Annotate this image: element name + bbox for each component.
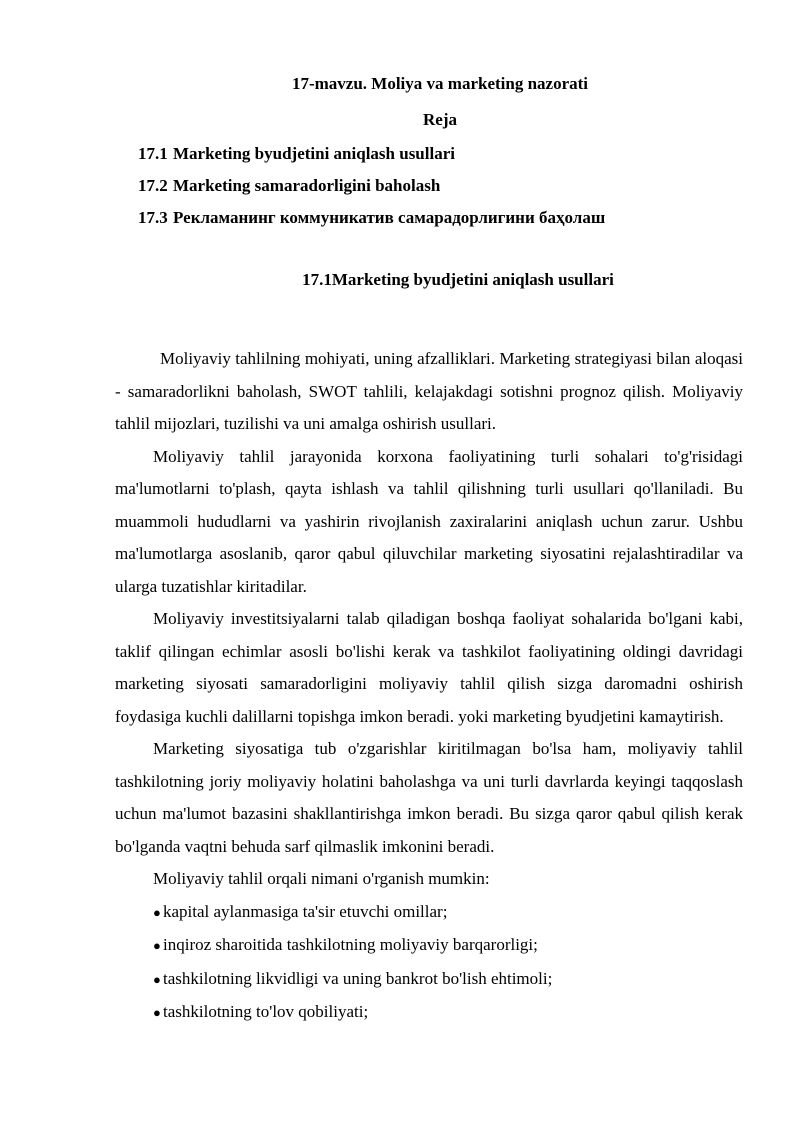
bullet-item (153, 996, 743, 1030)
body-paragraph: Moliyaviy investitsiyalarni talab qiladigan boshqa faoliyat sohalarida bo'lgani kabi, taklif qilingan echimlar asosli bo'lishi kerak va tashkilot faoliyatining oldingi davridagi marketing siyosati samaradorligini moliyaviy tahlil qilish sizga daromadni oshirish foydasiga kuchli dalillarni topishga imkon beradi. yoki marketing byudjetini kamaytirish. (115, 609, 743, 726)
plan-item-text: Marketing samaradorligini baholash (173, 176, 441, 195)
plan-heading: Reja (423, 110, 457, 129)
bullet-item (153, 896, 743, 930)
plan-item (138, 174, 605, 206)
bullet-text: inqiroz sharoitida tashkilotning moliyaviy barqarorligi; (163, 935, 538, 954)
bullet-text: tashkilotning likvidligi va uning bankrot bo'lish ehtimoli; (163, 968, 553, 988)
plan-item-text: Marketing byudjetini aniqlash usullari (173, 144, 455, 163)
bullet-dot-icon: ● (153, 938, 161, 953)
plan-item (138, 206, 605, 238)
bullet-text: kapital aylanmasiga ta'sir etuvchi omillar; (163, 901, 448, 921)
bullet-dot-icon: ● (153, 971, 161, 987)
body-paragraph: Marketing siyosatiga tub o'zgarishlar kiritilmagan bo'lsa ham, moliyaviy tahlil tashkilotning joriy moliyaviy holatini baholashga va uni turli davrlarda keyingi taqqoslash uchun ma'lumot bazasini shakllantirishga imkon beradi. Bu sizga qaror qabul qilish kerak bo'lganda vaqtni behuda sarf qilmaslik imkonini beradi. (115, 739, 743, 856)
plan-item-number: 17.1 (138, 144, 168, 163)
bullet-text: tashkilotning to'lov qobiliyati; (163, 1002, 369, 1021)
plan-item (138, 142, 605, 174)
bullet-dot-icon: ● (153, 904, 161, 920)
bullet-item (153, 963, 743, 997)
plan-item-number: 17.2 (138, 176, 168, 195)
plan-item-text: Рекламанинг коммуникатив самарадорлигини баҳолаш (173, 208, 606, 227)
body-paragraph: Moliyaviy tahlil orqali nimani o'rganish mumkin: (153, 869, 490, 888)
bullet-dot-icon: ● (153, 1005, 161, 1020)
plan-item-number: 17.3 (138, 208, 168, 227)
bullet-item (153, 929, 743, 963)
body-paragraph: Moliyaviy tahlilning mohiyati, uning afzalliklari. Marketing strategiyasi bilan aloqasi - samaradorlikni baholash, SWOT tahlili, kelajakdagi sotishni prognoz qilish. Moliyaviy tahlil mijozlari, tuzilishi va uni amalga oshirish usullari. (115, 349, 743, 433)
section-heading: 17.1Marketing byudjetini aniqlash usullari (302, 270, 614, 289)
document-title: 17-mavzu. Moliya va marketing nazorati (291, 74, 589, 93)
plan-list (138, 142, 605, 238)
body-paragraph: Moliyaviy tahlil jarayonida korxona faoliyatining turli sohalari to'g'risidagi ma'lumotlarni to'plash, qayta ishlash va tahlil qilishning turli usullari qo'llaniladi. Bu muammoli hududlarni va yashirin rivojlanish zaxiralarini aniqlash uchun zarur. Ushbu ma'lumotlarga asoslanib, qaror qabul qiluvchilar marketing siyosatini rejalashtiradilar va ularga tuzatishlar kiritadilar. (115, 446, 743, 596)
document-body (115, 343, 743, 1030)
bullet-list (115, 896, 743, 1030)
